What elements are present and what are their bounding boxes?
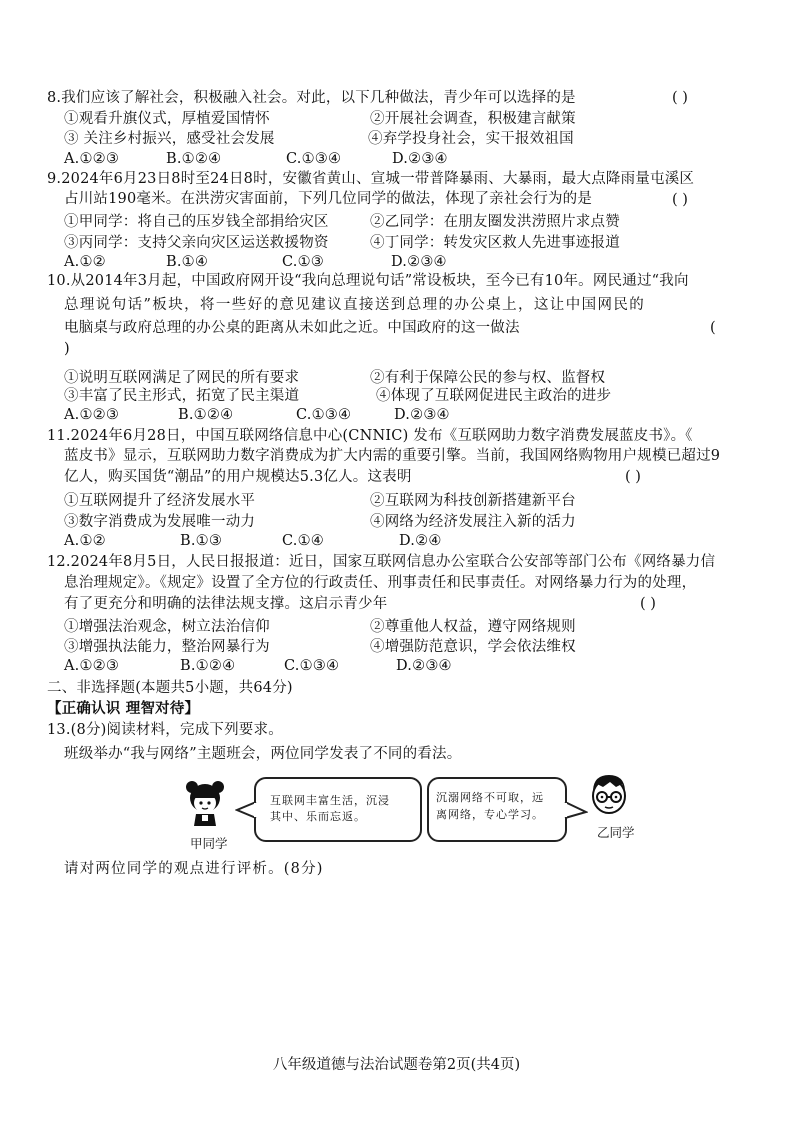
q12-choice-b: B.①②④ [180,658,236,674]
q9-option-1: ①甲同学：将自己的压岁钱全部捐给灾区 [64,214,329,230]
q11-answer-paren: ( ) [625,469,641,485]
q10-choice-d: D.②③④ [394,407,450,423]
q8-choice-c: C.①③④ [286,151,342,167]
q8-choice-a: A.①②③ [64,151,120,167]
q11-stem-line-1: 11.2024年6月28日，中国互联网络信息中心(CNNIC) 发布《互联网助力数字消费发展蓝皮书》。《 [47,428,693,444]
q9-choice-d: D.②③④ [391,254,447,270]
q11-option-4: ④网络为经济发展注入新的活力 [370,514,576,530]
q12-answer-paren: ( ) [640,596,656,612]
q8-stem: 8.我们应该了解社会，积极融入社会。对此，以下几种做法，青少年可以选择的是 [47,90,576,106]
student-b-label: 乙同学 [597,825,635,840]
q9-stem-line-1: 9.2024年6月23日8时至24日8时，安徽省黄山、宣城一带普降暴雨、大暴雨，最大点降雨量屯溪区 [47,171,695,187]
q12-stem-line-1: 12.2024年8月5日，人民日报报道：近日，国家互联网信息办公室联合公安部等部门公布《网络暴力信 [47,554,716,570]
q11-choice-c: C.①④ [282,533,324,549]
q12-option-4: ④增强防范意识，学会依法维权 [370,639,576,655]
student-b-bubble-line-2: 离网络，专心学习。 [436,808,544,821]
q8-option-1: ①观看升旗仪式，厚植爱国情怀 [64,111,270,127]
q11-option-1: ①互联网提升了经济发展水平 [64,493,256,509]
speech-tail-left-icon [235,800,257,820]
q8-option-2: ②开展社会调查，积极建言献策 [370,111,576,127]
q10-choice-b: B.①②④ [178,407,234,423]
q13-question: 请对两位同学的观点进行评析。(8分) [64,861,324,877]
q9-answer-paren: ( ) [672,192,688,208]
q10-option-2: ②有利于保障公民的参与权、监督权 [370,370,606,386]
q12-option-1: ①增强法治观念，树立法治信仰 [64,619,270,635]
q10-stem-line-1: 10.从2014年3月起，中国政府网开设“我向总理说句话”常设板块，至今已有10年。网民通过“我向 [47,273,689,289]
q12-option-3: ③增强执法能力，整治网暴行为 [64,639,270,655]
q12-option-2: ②尊重他人权益，遵守网络规则 [370,619,576,635]
q9-option-3: ③丙同学：支持父亲向灾区运送救援物资 [64,235,329,251]
q13-stem: 13.(8分)阅读材料，完成下列要求。 [47,722,283,738]
q8-choice-b: B.①②④ [166,151,222,167]
q13-material: 班级举办“我与网络”主题班会，两位同学发表了不同的看法。 [64,746,462,762]
q9-stem-line-2: 占川站190毫米。在洪涝灾害面前，下列几位同学的做法，体现了亲社会行为的是 [64,191,593,207]
q12-choice-c: C.①③④ [284,658,340,674]
q10-option-3: ③丰富了民主形式，拓宽了民主渠道 [64,388,300,404]
q9-choice-b: B.①④ [166,254,209,270]
q9-choice-a: A.①② [64,254,106,270]
student-b-bubble-line-1: 沉溺网络不可取，远 [436,791,544,804]
q11-choice-b: B.①③ [180,533,223,549]
q10-choice-c: C.①③④ [296,407,352,423]
section-2-title: 二、非选择题(本题共5小题，共64分) [47,680,293,696]
q10-answer-paren-open: ( [710,320,716,336]
q9-choice-c: C.①③ [282,254,324,270]
q8-answer-paren: ( ) [672,90,688,106]
q11-option-3: ③数字消费成为发展唯一动力 [64,514,256,530]
q12-stem-line-3: 有了更充分和明确的法律法规支撑。这启示青少年 [64,596,388,612]
student-a-label: 甲同学 [190,836,228,851]
q8-option-4: ④弃学投身社会，实干报效祖国 [368,131,574,147]
q10-stem-line-3: 电脑桌与政府总理的办公桌的距离从未如此之近。中国政府的这一做法 [64,320,520,336]
q10-option-4: ④体现了互联网促进民主政治的进步 [376,388,612,404]
girl-cartoon-icon [182,778,228,828]
q11-stem-line-3: 亿人，购买国货“潮品”的用户规模达5.3亿人。这表明 [64,469,412,485]
page-footer: 八年级道德与法治试题卷第2页(共4页) [272,1057,521,1073]
q9-option-2: ②乙同学：在朋友圈发洪涝照片求点赞 [370,214,620,230]
q12-choice-a: A.①②③ [64,658,120,674]
q10-stem-line-2: 总理说句话”板块，将一些好的意见建议直接送到总理的办公桌上，这让中国网民的 [64,297,646,313]
q11-option-2: ②互联网为科技创新搭建新平台 [370,493,576,509]
q11-choice-a: A.①② [64,533,106,549]
q10-answer-paren-close: ) [64,341,70,357]
section-2-topic: 【正确认识 理智对待】 [47,700,200,717]
q12-choice-d: D.②③④ [396,658,452,674]
student-a-bubble-line-2: 其中、乐而忘返。 [270,810,366,823]
q8-option-3: ③ 关注乡村振兴，感受社会发展 [64,131,275,147]
q12-stem-line-2: 息治理规定》。《规定》设置了全方位的行政责任、刑事责任和民事责任。对网络暴力行为的处理， [64,575,697,591]
student-a-bubble-line-1: 互联网丰富生活，沉浸 [270,794,390,807]
boy-with-glasses-cartoon-icon [588,772,630,820]
q11-stem-line-2: 蓝皮书》显示，互联网助力数字消费成为扩大内需的重要引擎。当前，我国网络购物用户规模已超过9 [64,448,721,464]
q9-option-4: ④丁同学：转发灾区救人先进事迹报道 [370,235,620,251]
q11-choice-d: D.②④ [399,533,442,549]
q8-choice-d: D.②③④ [392,151,448,167]
q10-option-1: ①说明互联网满足了网民的所有要求 [64,370,300,386]
q10-choice-a: A.①②③ [64,407,120,423]
speech-tail-right-icon [564,800,588,820]
